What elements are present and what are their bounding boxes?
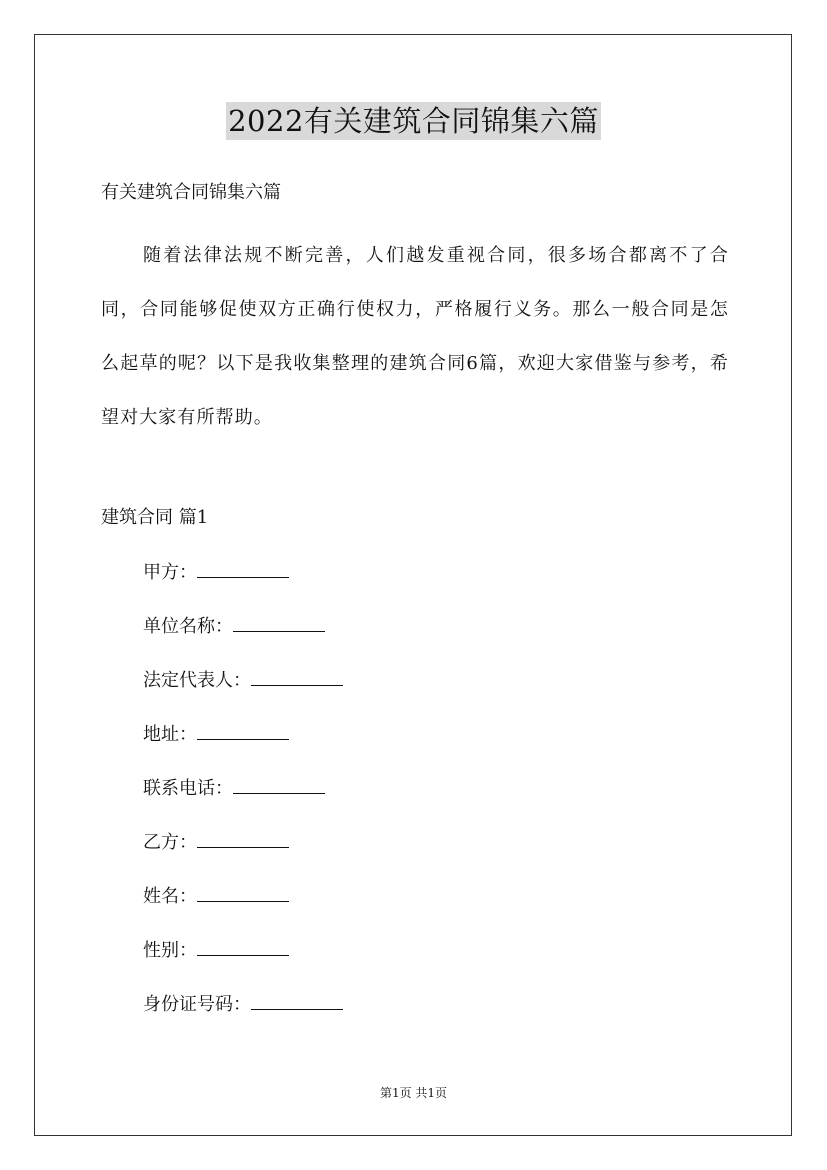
title-container	[0, 102, 827, 140]
field-label: 甲方：	[143, 562, 197, 583]
field-gender	[143, 937, 343, 991]
field-label: 姓名：	[143, 886, 197, 907]
field-address	[143, 721, 343, 775]
document-subtitle: 有关建筑合同锦集六篇	[101, 182, 281, 203]
field-label: 性别：	[143, 940, 197, 961]
blank-line	[197, 829, 289, 848]
field-party-b	[143, 829, 343, 883]
field-label: 身份证号码：	[143, 994, 251, 1015]
blank-line	[233, 613, 325, 632]
contract-fields	[143, 559, 343, 1045]
blank-line	[233, 775, 325, 794]
blank-line	[197, 559, 289, 578]
field-company-name	[143, 613, 343, 667]
blank-line	[251, 991, 343, 1010]
field-name	[143, 883, 343, 937]
field-legal-rep	[143, 667, 343, 721]
intro-paragraph: 随着法律法规不断完善，人们越发重视合同，很多场合都离不了合同，合同能够促使双方正确行使权力，严格履行义务。那么一般合同是怎么起草的呢？以下是我收集整理的建筑合同6篇，欢迎大家借鉴与参考，希望对大家有所帮助。	[101, 245, 729, 428]
field-label: 单位名称：	[143, 616, 233, 637]
document-title: 2022有关建筑合同锦集六篇	[228, 104, 599, 138]
blank-line	[251, 667, 343, 686]
blank-line	[197, 937, 289, 956]
field-id-number	[143, 991, 343, 1045]
field-label: 地址：	[143, 724, 197, 745]
field-phone	[143, 775, 343, 829]
field-label: 联系电话：	[143, 778, 233, 799]
field-party-a	[143, 559, 343, 613]
field-label: 法定代表人：	[143, 670, 251, 691]
page-footer: 第1页 共1页	[379, 1086, 448, 1100]
section-heading: 建筑合同 篇1	[101, 507, 209, 528]
field-label: 乙方：	[143, 832, 197, 853]
blank-line	[197, 721, 289, 740]
blank-line	[197, 883, 289, 902]
